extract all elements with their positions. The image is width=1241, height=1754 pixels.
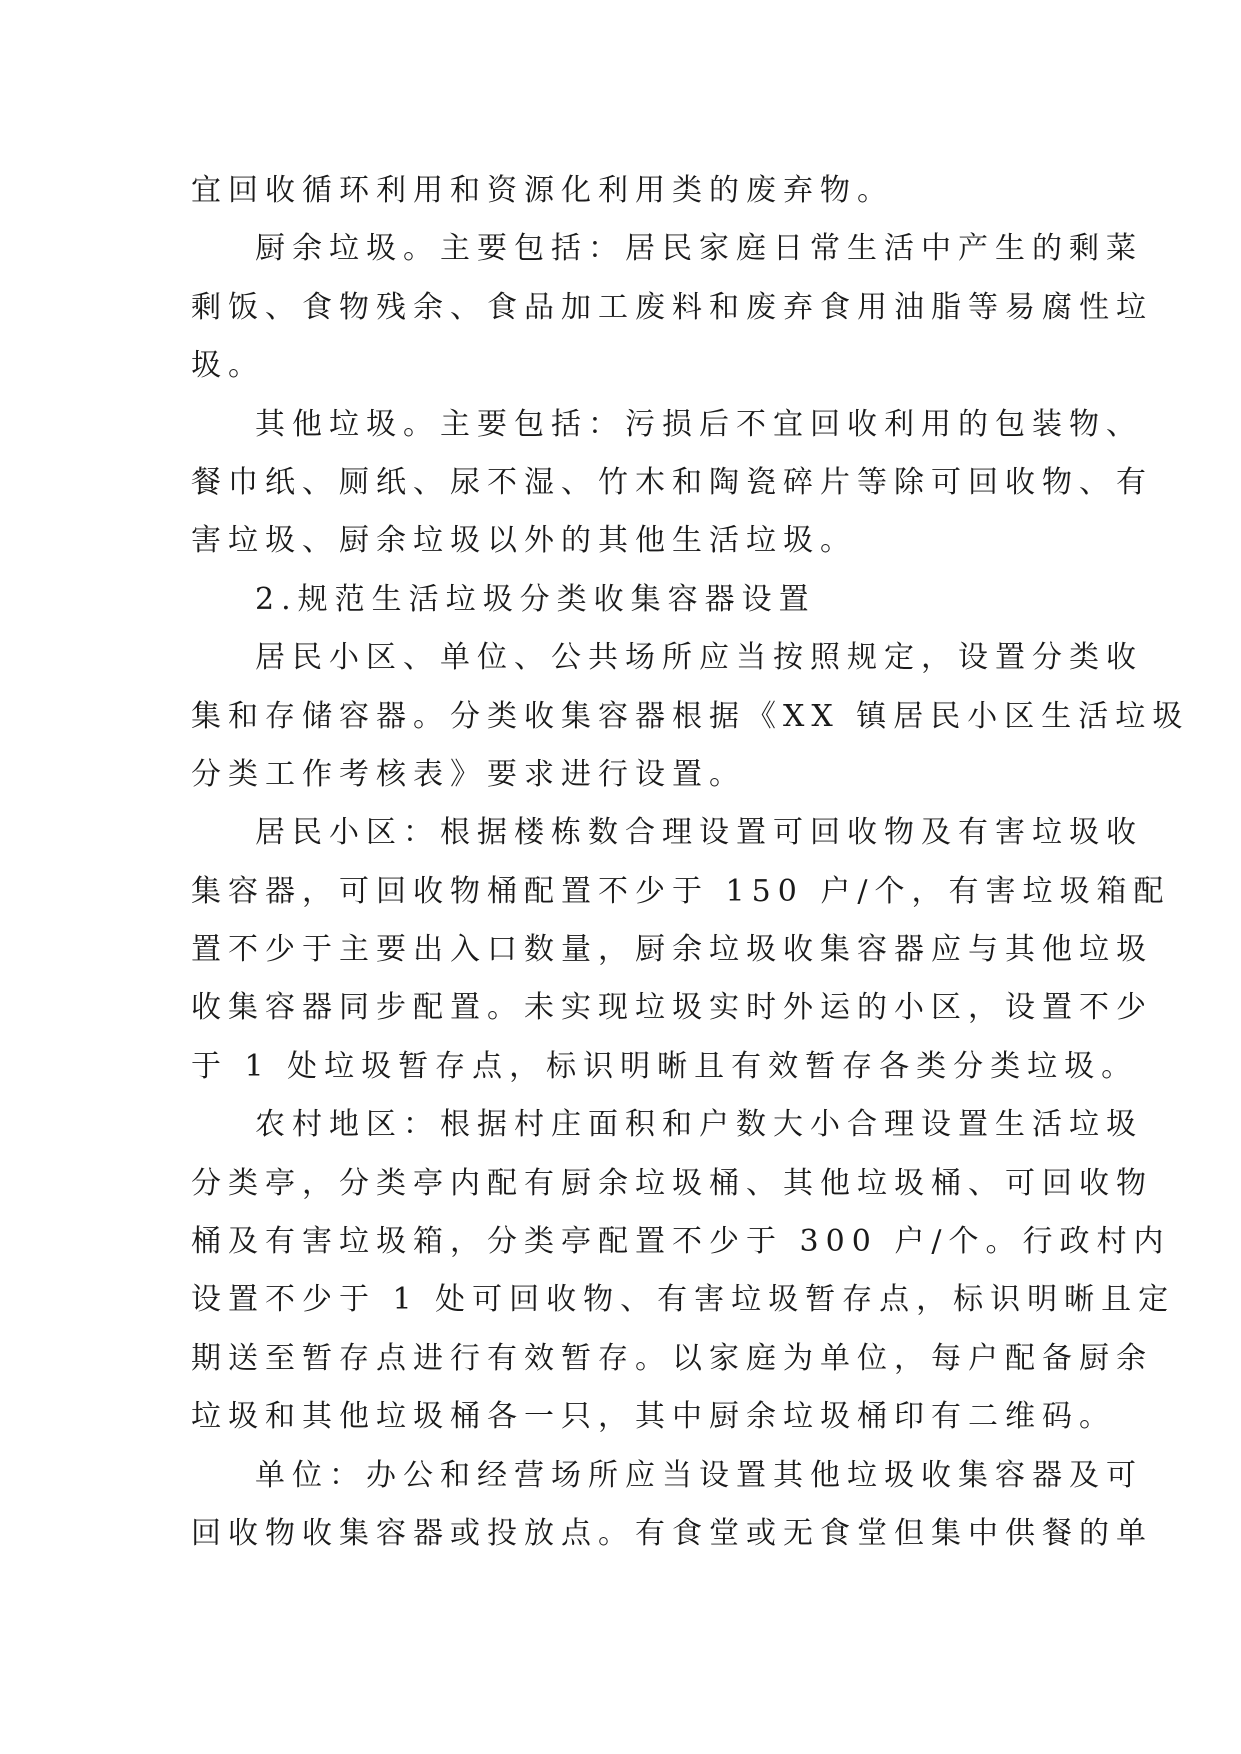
- paragraph-line: 宜回收循环利用和资源化利用类的废弃物。: [191, 173, 894, 208]
- paragraph-line: 剩饭、食物残余、食品加工废料和废弃食用油脂等易腐性垃: [191, 289, 1153, 325]
- paragraph-line: 厨余垃圾。主要包括：居民家庭日常生活中产生的剩菜: [255, 231, 1143, 267]
- paragraph-line: 于 1 处垃圾暂存点，标识明晰且有效暂存各类分类垃圾。: [191, 1048, 1139, 1084]
- paragraph-line: 其他垃圾。主要包括：污损后不宜回收利用的包装物、: [255, 406, 1143, 442]
- paragraph-line: 垃圾和其他垃圾桶各一只，其中厨余垃圾桶印有二维码。: [191, 1399, 1116, 1435]
- section-heading: 2.规范生活垃圾分类收集容器设置: [255, 581, 816, 617]
- paragraph-line: 居民小区、单位、公共场所应当按照规定，设置分类收: [255, 640, 1143, 676]
- paragraph-line: 餐巾纸、厕纸、尿不湿、竹木和陶瓷碎片等除可回收物、有: [191, 464, 1153, 500]
- document-body: [191, 162, 1190, 1563]
- paragraph-line: 设置不少于 1 处可回收物、有害垃圾暂存点，标识明晰且定: [191, 1282, 1176, 1318]
- paragraph-line: 集容器，可回收物桶配置不少于 150 户/个，有害垃圾箱配: [191, 873, 1171, 909]
- paragraph-line: 害垃圾、厨余垃圾以外的其他生活垃圾。: [191, 523, 857, 559]
- paragraph-line: 期送至暂存点进行有效暂存。以家庭为单位，每户配备厨余: [191, 1340, 1153, 1376]
- paragraph-line: 分类工作考核表》要求进行设置。: [191, 756, 746, 792]
- paragraph-line: 单位：办公和经营场所应当设置其他垃圾收集容器及可: [255, 1457, 1143, 1493]
- paragraph-line: 农村地区：根据村庄面积和户数大小合理设置生活垃圾: [255, 1107, 1143, 1143]
- paragraph-line: 桶及有害垃圾箱，分类亭配置不少于 300 户/个。行政村内: [191, 1224, 1171, 1260]
- paragraph-line: 分类亭，分类亭内配有厨余垃圾桶、其他垃圾桶、可回收物: [191, 1165, 1153, 1201]
- paragraph-line: 回收物收集容器或投放点。有食堂或无食堂但集中供餐的单: [191, 1515, 1153, 1551]
- paragraph-line: 收集容器同步配置。未实现垃圾实时外运的小区，设置不少: [191, 990, 1153, 1026]
- paragraph-line: 置不少于主要出入口数量，厨余垃圾收集容器应与其他垃圾: [191, 932, 1153, 968]
- paragraph-line: 圾。: [191, 348, 265, 384]
- paragraph-line: 居民小区：根据楼栋数合理设置可回收物及有害垃圾收: [255, 815, 1143, 851]
- paragraph-line: 集和存储容器。分类收集容器根据《XX 镇居民小区生活垃圾: [191, 698, 1190, 734]
